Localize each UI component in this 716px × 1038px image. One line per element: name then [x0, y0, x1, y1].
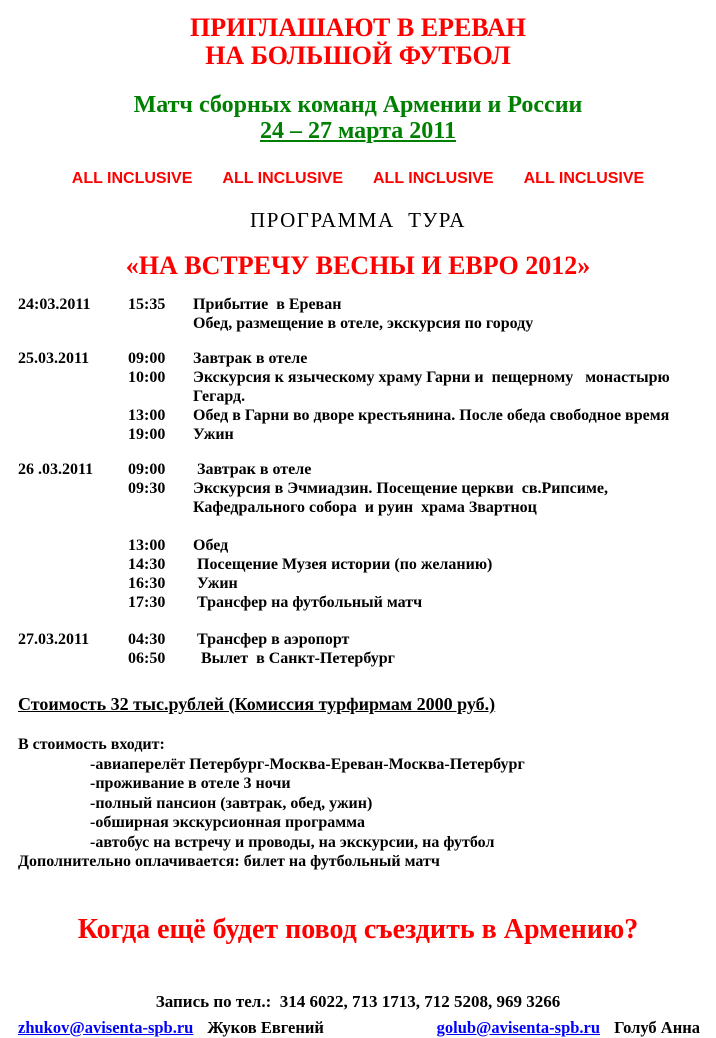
schedule-time: 09:00 [128, 461, 166, 478]
schedule-row [18, 479, 702, 517]
schedule-date-empty [18, 425, 128, 444]
all-inclusive-badge: ALL INCLUSIVE [71, 170, 193, 187]
schedule-day-3 [18, 460, 702, 612]
schedule-row [18, 649, 702, 668]
contacts-row [0, 1018, 716, 1038]
schedule-time: 16:30 [128, 575, 166, 592]
schedule-row [18, 425, 702, 444]
schedule-row [18, 349, 702, 368]
schedule-time: 10:00 [128, 369, 166, 386]
includes-item: -проживание в отеле 3 ночи [90, 775, 291, 792]
schedule-time: 06:50 [128, 650, 166, 667]
tour-schedule [0, 295, 716, 668]
contact-zhukov [18, 1018, 324, 1038]
schedule-date-empty [18, 555, 128, 574]
schedule-text: Экскурсия к языческому храму Гарни и пещерному монастырю Гегард. [193, 369, 674, 405]
main-title-line1: ПРИГЛАШАЮТ В ЕРЕВАН [189, 13, 526, 42]
schedule-date: 27.03.2011 [18, 631, 90, 648]
includes-item: -автобус на встречу и проводы, на экскурсии, на футбол [90, 833, 495, 851]
schedule-text: Экскурсия в Эчмиадзин. Посещение церкви св.Рипсиме, Кафедрального собора и руин храма Звартноц [193, 480, 612, 516]
schedule-row [18, 536, 702, 555]
match-dates: 24 – 27 марта 2011 [260, 118, 456, 144]
schedule-date-empty [18, 574, 128, 593]
schedule-time: 04:30 [128, 631, 166, 648]
schedule-text: Завтрак в отеле [193, 461, 312, 478]
email-link-zhukov[interactable]: zhukov@avisenta-spb.ru [18, 1017, 194, 1037]
schedule-text: Посещение Музея истории (по желанию) [193, 556, 493, 573]
schedule-text: Вылет в Санкт-Петербург [193, 650, 395, 667]
price-includes [0, 735, 716, 872]
closing-slogan: Когда ещё будет повод съездить в Армению? [77, 913, 639, 945]
schedule-row [18, 314, 702, 333]
schedule-row [18, 295, 702, 314]
schedule-date-empty [18, 536, 128, 555]
schedule-text: Ужин [193, 426, 234, 443]
email-link-golub[interactable]: golub@avisenta-spb.ru [436, 1017, 601, 1037]
schedule-time: 09:00 [128, 350, 166, 367]
schedule-text: Обед, размещение в отеле, экскурсия по городу [193, 315, 534, 332]
cost-line: Стоимость 32 тыс.рублей (Комиссия турфирмам 2000 руб.) [18, 694, 496, 714]
schedule-day-2 [18, 349, 702, 444]
schedule-row [18, 593, 702, 612]
schedule-day-4 [18, 630, 702, 668]
schedule-row [18, 574, 702, 593]
main-title [0, 14, 716, 70]
schedule-date: 26 .03.2011 [18, 461, 94, 478]
schedule-date-empty [18, 479, 128, 517]
all-inclusive-row [0, 170, 716, 188]
schedule-time: 13:00 [128, 407, 166, 424]
match-subtitle [0, 92, 716, 144]
schedule-time: 09:30 [128, 480, 166, 497]
includes-item: -обширная экскурсионная программа [90, 814, 365, 831]
schedule-date-empty [18, 314, 128, 333]
schedule-date: 24:03.2011 [18, 296, 91, 313]
contact-name: Жуков Евгений [207, 1017, 324, 1037]
schedule-text: Завтрак в отеле [193, 350, 308, 367]
extra-payment-note: Дополнительно оплачивается: билет на футбольный матч [18, 853, 440, 870]
schedule-text: Ужин [193, 575, 238, 592]
schedule-text: Обед [193, 537, 229, 554]
booking-phones: Запись по тел.: 314 6022, 713 1713, 712 5208, 969 3266 [155, 991, 561, 1011]
schedule-row [18, 406, 702, 425]
schedule-row [18, 368, 702, 406]
schedule-time: 14:30 [128, 556, 166, 573]
schedule-spacer [18, 517, 702, 536]
schedule-row [18, 555, 702, 574]
contact-golub [437, 1018, 700, 1038]
schedule-date-empty [18, 368, 128, 406]
schedule-text: Трансфер на футбольный матч [193, 594, 423, 611]
schedule-time: 19:00 [128, 426, 166, 443]
schedule-row [18, 460, 702, 479]
main-title-line2: НА БОЛЬШОЙ ФУТБОЛ [205, 41, 511, 70]
schedule-text: Трансфер в аэропорт [193, 631, 350, 648]
schedule-row [18, 630, 702, 649]
includes-item: -полный пансион (завтрак, обед, ужин) [90, 794, 373, 812]
includes-item: -авиаперелёт Петербург-Москва-Ереван-Москва-Петербург [90, 755, 525, 773]
all-inclusive-badge: ALL INCLUSIVE [373, 170, 494, 187]
schedule-date: 25.03.2011 [18, 350, 90, 367]
schedule-text: Прибытие в Ереван [193, 296, 342, 313]
schedule-time: 13:00 [128, 537, 166, 554]
program-slogan: «НА ВСТРЕЧУ ВЕСНЫ И ЕВРО 2012» [125, 251, 591, 280]
match-subtitle-text: Матч сборных команд Армении и России [133, 92, 583, 118]
all-inclusive-badge: ALL INCLUSIVE [523, 170, 645, 187]
all-inclusive-badge: ALL INCLUSIVE [222, 170, 343, 187]
flyer-page [0, 13, 716, 1037]
contact-name: Голуб Анна [614, 1017, 700, 1037]
program-title: ПРОГРАММА ТУРА [250, 208, 466, 232]
schedule-time: 17:30 [128, 594, 166, 611]
schedule-day-1 [18, 295, 702, 333]
schedule-text: Обед в Гарни во дворе крестьянина. После обеда свободное время [193, 407, 670, 424]
schedule-date-empty [18, 406, 128, 425]
schedule-time: 15:35 [128, 296, 166, 313]
schedule-time [128, 314, 193, 333]
includes-title: В стоимость входит: [18, 736, 165, 753]
schedule-date-empty [18, 593, 128, 612]
schedule-date-empty [18, 649, 128, 668]
